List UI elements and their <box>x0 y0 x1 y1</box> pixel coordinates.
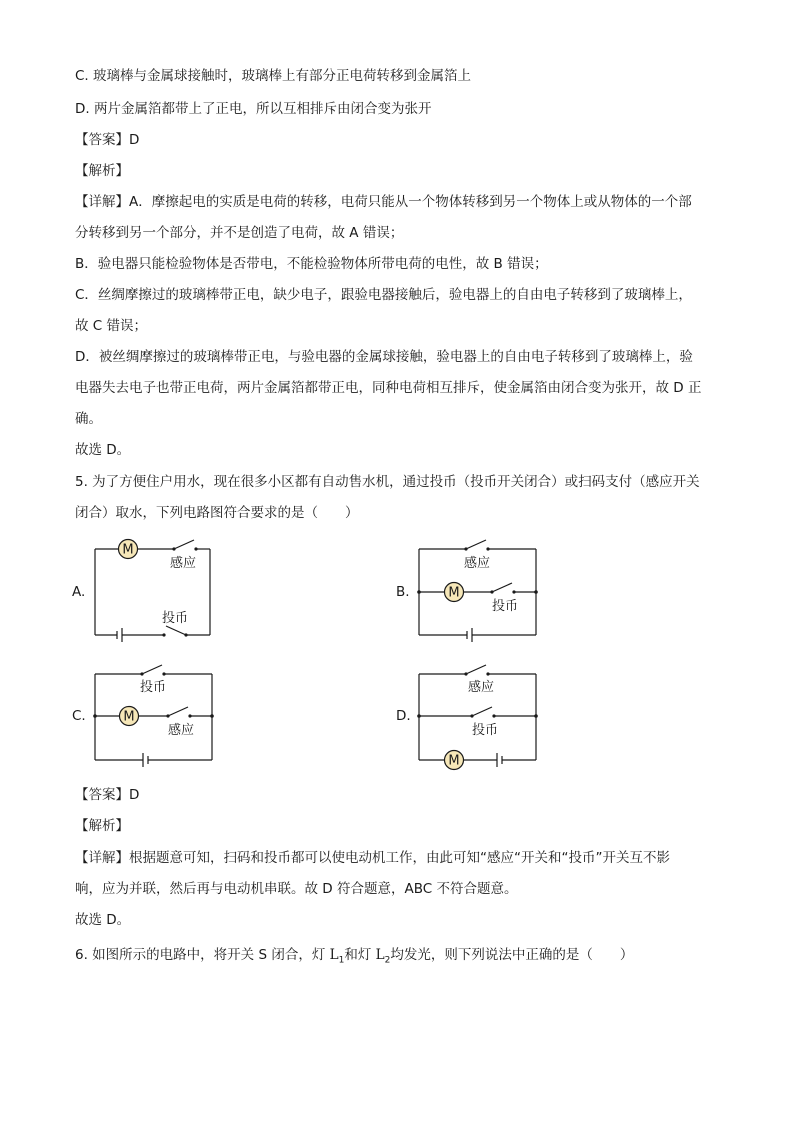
q5-detail-line: 【详解】根据题意可知，扫码和投币都可以使电动机工作，由此可知“感应“开关和“投币”开关互不影 <box>75 850 670 866</box>
switch-label-sensing: 感应 <box>168 723 195 738</box>
q4-detail-line: D．被丝绸摩擦过的玻璃棒带正电，与验电器的金属球接触，验电器上的自由电子转移到了玻璃棒上，验 <box>75 349 693 365</box>
q6-stem-suffix: 均发光，则下列说法中正确的是（ ） <box>390 947 634 963</box>
option-d-circuit[interactable] <box>414 660 544 772</box>
motor-label: M <box>448 753 460 769</box>
q4-option-d: D. 两片金属箔都带上了正电，所以互相排斥由闭合变为张开 <box>75 101 432 117</box>
q4-option-c: C. 玻璃棒与金属球接触时，玻璃棒上有部分正电荷转移到金属箔上 <box>75 68 472 84</box>
q4-detail-line: 电器失去电子也带正电荷，两片金属箔都带正电，同种电荷相互排斥，使金属箔由闭合变为张开，故 D 正 <box>75 380 702 396</box>
switch-label-coin: 投币 <box>472 723 499 738</box>
q4-detail-line: B．验电器只能检验物体是否带电，不能检验物体所带电荷的电性，故 B 错误； <box>75 256 548 272</box>
switch-label-coin: 投币 <box>140 680 167 695</box>
q6-stem <box>75 945 633 971</box>
lamp-l1: $L_1$ <box>329 947 345 966</box>
option-b-circuit[interactable] <box>414 535 544 645</box>
switch-label-sensing: 感应 <box>464 556 491 571</box>
q5-detail-line: 响，应为并联，然后再与电动机串联。故 D 符合题意，ABC 不符合题意。 <box>75 881 518 897</box>
q5-answer: 【答案】D <box>75 787 140 803</box>
q4-detail-line: 确。 <box>75 411 102 427</box>
q5-stem-line: 5. 为了方便住户用水，现在很多小区都有自动售水机，通过投币（投币开关闭合）或扫码支付（感应开关 <box>75 474 700 490</box>
q6-stem-mid: 和灯 <box>344 947 376 963</box>
q5-conclusion: 故选 D。 <box>75 912 131 928</box>
motor-label: M <box>448 585 460 601</box>
q4-detail-line: 故 C 错误； <box>75 318 148 334</box>
motor-label: M <box>122 542 134 558</box>
q5-analysis-heading: 【解析】 <box>75 818 129 834</box>
option-d-letter[interactable]: D. <box>396 708 411 724</box>
q4-answer: 【答案】D <box>75 132 140 148</box>
option-c-circuit[interactable] <box>90 660 220 770</box>
q4-detail-line: 分转移到另一个部分，并不是创造了电荷，故 A 错误； <box>75 225 404 241</box>
q4-detail-line: C．丝绸摩擦过的玻璃棒带正电，缺少电子，跟验电器接触后，验电器上的自由电子转移到了玻璃棒上， <box>75 287 692 303</box>
switch-label-sensing: 感应 <box>170 556 197 571</box>
q4-conclusion: 故选 D。 <box>75 442 131 458</box>
option-c-letter[interactable]: C. <box>72 708 86 724</box>
q4-detail-line: 【详解】A．摩擦起电的实质是电荷的转移，电荷只能从一个物体转移到另一个物体上或从物体的一个部 <box>75 194 692 210</box>
option-b-letter[interactable]: B. <box>396 584 410 600</box>
option-a-letter[interactable]: A. <box>72 584 86 600</box>
q5-stem-line: 闭合）取水，下列电路图符合要求的是（ ） <box>75 505 359 521</box>
switch-label-coin: 投币 <box>492 599 519 614</box>
lamp-l2: $L_2$ <box>375 947 391 966</box>
switch-label-coin: 投币 <box>162 611 189 626</box>
q4-analysis-heading: 【解析】 <box>75 163 129 179</box>
q6-stem-prefix: 6. 如图所示的电路中，将开关 S 闭合，灯 <box>75 947 330 963</box>
motor-label: M <box>123 709 135 725</box>
switch-label-sensing: 感应 <box>468 680 495 695</box>
option-a-circuit[interactable] <box>90 535 220 645</box>
